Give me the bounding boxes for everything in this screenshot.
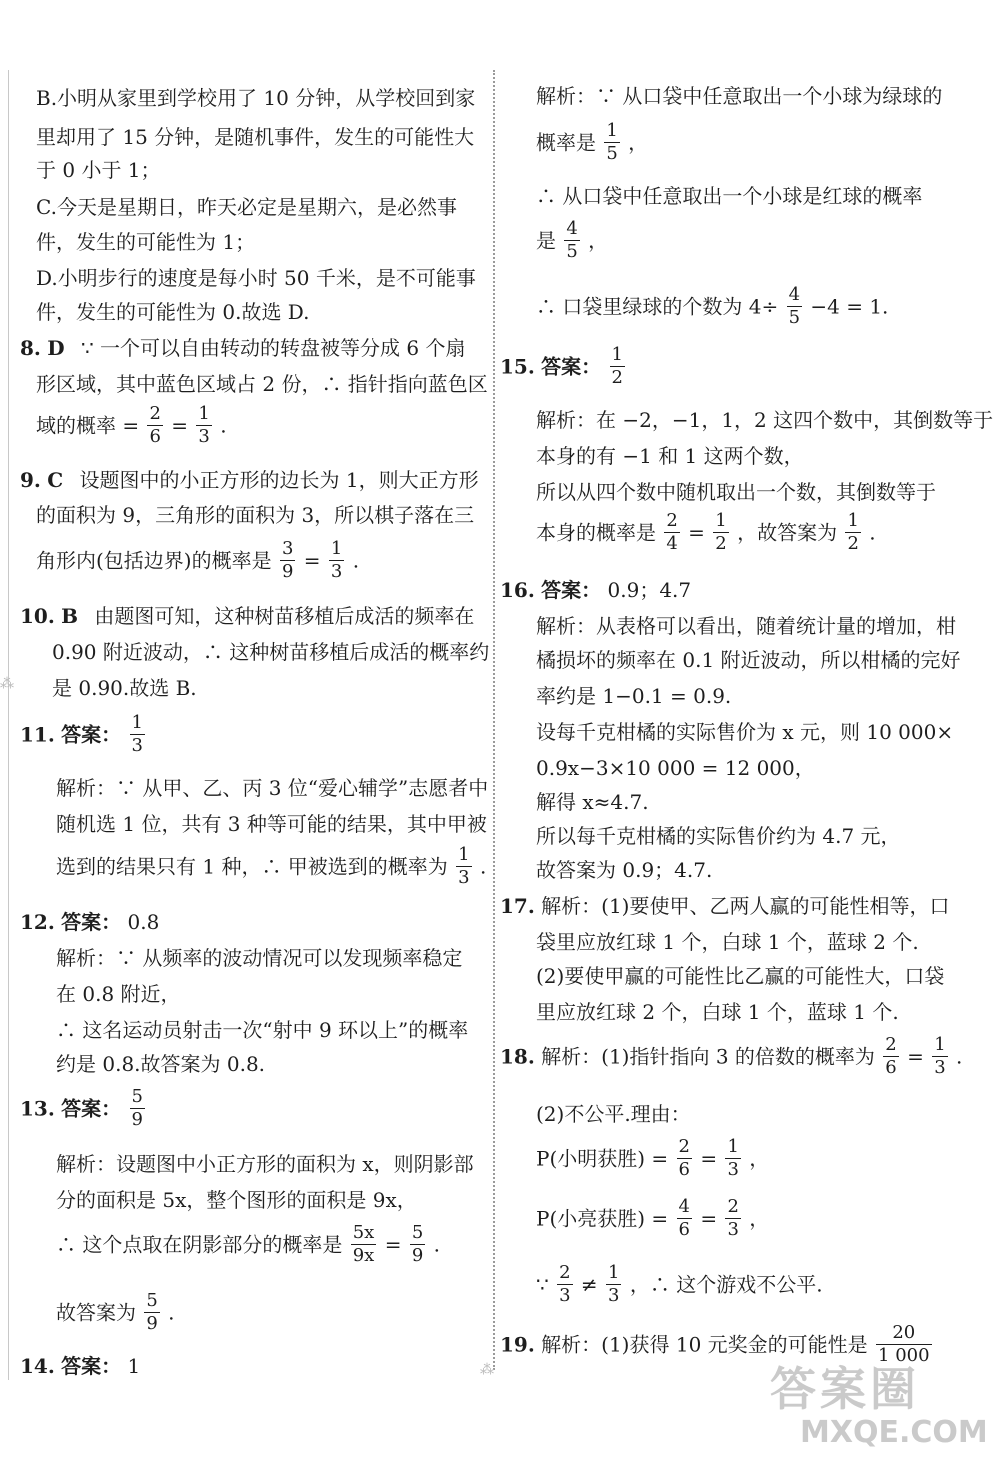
numerator: 1 [934, 1034, 946, 1055]
fraction [564, 220, 579, 261]
text: 解析：(1)获得 10 元奖金的可能性是 [541, 1332, 868, 1357]
numerator: 4 [788, 284, 801, 305]
text-line: 解析：设题图中小正方形的面积为 x，则阴影部 [56, 1152, 474, 1176]
punctuation: ， [588, 228, 609, 253]
text: 概率是 [536, 130, 596, 155]
denominator: 3 [330, 561, 343, 582]
question-9 [20, 470, 479, 490]
fraction [144, 1292, 159, 1333]
binding-mark: ⁂ [480, 1362, 494, 1378]
answer-label: 答案： [61, 1354, 122, 1378]
text: 本身的概率是 [536, 520, 656, 545]
fraction [351, 1224, 377, 1265]
numerator: 1 [198, 403, 210, 424]
text-line: 0.90 附近波动，∴ 这种树苗移植后成活的概率约 [52, 640, 490, 664]
numerator: 5 [131, 1086, 143, 1107]
text: ∵ 一个可以自由转动的转盘被等分成 6 个扇 [80, 336, 466, 360]
math-line [536, 1198, 769, 1239]
punctuation: . [956, 1044, 963, 1069]
numerator: 1 [715, 510, 727, 531]
question-number: 10. [20, 604, 55, 628]
punctuation: . [479, 854, 487, 879]
denominator: 6 [678, 1159, 690, 1180]
numerator: 2 [678, 1136, 690, 1157]
equals: = [700, 1206, 718, 1231]
fraction [329, 540, 344, 581]
punctuation: . [220, 413, 227, 438]
numerator: 20 [876, 1324, 932, 1345]
denominator: 6 [885, 1057, 897, 1078]
column-divider [493, 70, 495, 1370]
text-line: ∴ 从口袋中任意取出一个小球是红球的概率 [536, 184, 923, 208]
math-line [536, 220, 608, 261]
math-line [56, 1224, 440, 1265]
question-12 [20, 912, 159, 932]
numerator: 1 [611, 344, 623, 365]
numerator: 4 [566, 218, 578, 239]
question-15 [500, 346, 627, 387]
question-number: 16. [500, 578, 535, 602]
text-line: 袋里应放红球 1 个，白球 1 个，蓝球 2 个. [536, 930, 919, 954]
text: 选到的结果只有 1 种，∴ 甲被选到的概率为 [56, 854, 448, 879]
punctuation: ， [628, 130, 649, 155]
denominator: 6 [149, 426, 161, 447]
fraction [787, 286, 802, 327]
text-line: 解析：在 −2，−1，1，2 这四个数中，其倒数等于 [536, 408, 994, 432]
answer-choice: C [47, 468, 64, 492]
math-line [56, 846, 486, 887]
question-number: 17. [500, 894, 535, 918]
not-equal: ≠ [580, 1272, 598, 1297]
math-line [36, 540, 359, 581]
text-line: 约是 0.8.故答案为 0.8. [56, 1052, 266, 1076]
math-line [536, 122, 648, 163]
punctuation: . [869, 520, 876, 545]
denominator: 9 [411, 1245, 424, 1266]
answer-label: 答案： [61, 722, 122, 747]
math-line [536, 286, 888, 327]
answer-label: 答案： [61, 1096, 122, 1121]
denominator: 1 000 [878, 1345, 930, 1366]
text-line: (2)要使甲赢的可能性比乙赢的可能性大，口袋 [536, 964, 945, 988]
text: 解析：(1)要使甲、乙两人赢的可能性相等，口 [541, 894, 950, 918]
text: ∴ 这个点取在阴影部分的概率是 [56, 1232, 343, 1257]
numerator: 2 [559, 1262, 571, 1283]
numerator: 1 [847, 510, 859, 531]
text: ∵ [536, 1272, 549, 1297]
fraction [456, 846, 471, 887]
text-line: 设每千克柑橘的实际售价为 x 元，则 10 000× [536, 720, 954, 744]
watermark-url: MXQE.COM [800, 1415, 988, 1450]
denominator: 9 [146, 1313, 158, 1334]
text-line: (2)不公平.理由： [536, 1102, 691, 1126]
denominator: 3 [727, 1219, 739, 1240]
text: 是 [536, 228, 556, 253]
text: 域的概率 = [36, 413, 140, 438]
text-line: 形区域，其中蓝色区域占 2 份，∴ 指针指向蓝色区 [36, 372, 488, 396]
denominator: 3 [559, 1285, 571, 1306]
text-line: 所以从四个数中随机取出一个数，其倒数等于 [536, 480, 936, 504]
fraction [410, 1224, 425, 1265]
text-line: 本身的有 −1 和 1 这两个数， [536, 444, 804, 468]
question-number: 15. [500, 354, 535, 379]
question-18 [500, 1036, 962, 1077]
text: ，故答案为 [737, 520, 838, 545]
text-line: 随机选 1 位，共有 3 种等可能的结果，其中甲被 [56, 812, 487, 836]
denominator: 3 [934, 1057, 946, 1078]
text: 故答案为 [56, 1300, 136, 1325]
fraction [130, 714, 145, 755]
numerator: 2 [727, 1196, 739, 1217]
text-line: 解析：从表格可以看出，随着统计量的增加，柑 [536, 614, 956, 638]
answer-value: 0.8 [127, 910, 160, 934]
denominator: 3 [198, 426, 210, 447]
numerator: 1 [727, 1136, 739, 1157]
numerator: 1 [131, 712, 143, 733]
fraction [196, 405, 211, 446]
text-line: 解析：∵ 从频率的波动情况可以发现频率稳定 [56, 946, 463, 970]
watermark-text: 答案圈 [770, 1362, 920, 1416]
text-line: 分的面积是 5x，整个图形的面积是 9x， [56, 1188, 417, 1212]
punctuation: . [352, 548, 360, 573]
fraction [677, 1198, 692, 1239]
text-line: 在 0.8 附近， [56, 982, 181, 1006]
question-11 [20, 714, 147, 755]
text: 由题图可知，这种树苗移植后成活的频率在 [94, 604, 475, 628]
fraction [725, 1198, 740, 1239]
denominator: 5 [566, 241, 578, 262]
question-17 [500, 896, 950, 916]
text: P(小明获胜) = [536, 1146, 669, 1171]
left-margin-line [8, 70, 9, 1380]
text-line: 的面积为 9，三角形的面积为 3，所以棋子落在三 [36, 503, 475, 527]
numerator: 1 [330, 538, 343, 559]
fraction [883, 1036, 898, 1077]
denominator: 6 [678, 1219, 690, 1240]
numerator: 2 [149, 403, 161, 424]
answer-choice: B [61, 604, 79, 628]
question-10 [20, 606, 474, 626]
text: 角形内(包括边界)的概率是 [36, 548, 272, 573]
text-line: 件，发生的可能性为 0.故选 D. [36, 300, 310, 324]
text-line: 解析：∵ 从甲、乙、丙 3 位“爱心辅学”志愿者中 [56, 776, 489, 800]
math-line [56, 1292, 175, 1333]
numerator: 3 [281, 538, 294, 559]
denominator: 4 [666, 533, 678, 554]
text-line: D.小明步行的速度是每小时 50 千米，是不可能事 [36, 266, 476, 290]
question-14 [20, 1356, 140, 1376]
denominator: 9 [281, 561, 294, 582]
answer-value: 1 [127, 1354, 141, 1378]
numerator: 1 [606, 120, 618, 141]
punctuation: . [168, 1300, 175, 1325]
fraction [606, 1264, 621, 1305]
equals: = [171, 413, 189, 438]
numerator: 2 [666, 510, 678, 531]
text-line: 率约是 1−0.1 = 0.9. [536, 684, 732, 708]
text-line: 故答案为 0.9；4.7. [536, 858, 713, 882]
question-number: 14. [20, 1354, 55, 1378]
math-line [36, 405, 227, 446]
numerator: 4 [678, 1196, 690, 1217]
text-line: C.今天是星期日，昨天必定是星期六，是必然事 [36, 195, 457, 219]
fraction [610, 346, 625, 387]
denominator: 2 [611, 367, 623, 388]
fraction [677, 1138, 692, 1179]
text: P(小亮获胜) = [536, 1206, 669, 1231]
text-line: 解析：∵ 从口袋中任意取出一个小球为绿球的 [536, 84, 943, 108]
denominator: 2 [847, 533, 859, 554]
answer-label: 答案： [541, 578, 602, 602]
answer-label: 答案： [541, 354, 602, 379]
equals: = [303, 548, 321, 573]
text: ∴ 口袋里绿球的个数为 4÷ [536, 294, 779, 319]
denominator: 9 [131, 1109, 143, 1130]
text: ，∴ 这个游戏不公平. [629, 1272, 823, 1297]
text-line: B.小明从家里到学校用了 10 分钟，从学校回到家 [36, 86, 476, 110]
numerator: 1 [458, 844, 470, 865]
text-line: 是 0.90.故选 B. [52, 676, 197, 700]
text-line: 件，发生的可能性为 1； [36, 230, 256, 254]
fraction [604, 122, 619, 163]
equals: = [384, 1232, 402, 1257]
question-number: 13. [20, 1096, 55, 1121]
answer-value: 0.9；4.7 [607, 578, 692, 602]
denominator: 3 [608, 1285, 620, 1306]
question-16 [500, 580, 691, 600]
text: 设题图中的小正方形的边长为 1，则大正方形 [79, 468, 479, 492]
equals: = [700, 1146, 718, 1171]
math-line [536, 512, 876, 553]
fraction [147, 405, 162, 446]
numerator: 5 [411, 1222, 424, 1243]
fraction [130, 1088, 145, 1129]
numerator: 1 [608, 1262, 620, 1283]
question-8 [20, 338, 465, 358]
math-line [536, 1138, 769, 1179]
question-number: 11. [20, 722, 55, 747]
answer-label: 答案： [61, 910, 122, 934]
denominator: 9x [352, 1245, 375, 1266]
punctuation: ， [749, 1206, 770, 1231]
text-line: ∴ 这名运动员射击一次“射中 9 环以上”的概率 [56, 1018, 469, 1042]
denominator: 3 [458, 867, 470, 888]
question-number: 18. [500, 1044, 535, 1069]
punctuation: . [433, 1232, 440, 1257]
text: −4 = 1. [810, 294, 889, 319]
numerator: 5 [146, 1290, 158, 1311]
numerator: 5x [352, 1222, 375, 1243]
watermark-logo [760, 1353, 990, 1463]
denominator: 3 [727, 1159, 739, 1180]
fraction [845, 512, 860, 553]
question-number: 8. [20, 336, 41, 360]
numerator: 2 [885, 1034, 897, 1055]
question-13 [20, 1088, 147, 1129]
denominator: 5 [606, 143, 618, 164]
equals: = [688, 520, 705, 545]
equals: = [907, 1044, 924, 1069]
math-line [536, 1264, 823, 1305]
text-line: 所以每千克柑橘的实际售价约为 4.7 元， [536, 824, 901, 848]
fraction [664, 512, 679, 553]
text: 解析：(1)指针指向 3 的倍数的概率为 [541, 1044, 875, 1069]
question-number: 12. [20, 910, 55, 934]
text-line: 橘损坏的频率在 0.1 附近波动，所以柑橘的完好 [536, 648, 961, 672]
punctuation: ， [749, 1146, 770, 1171]
question-number: 9. [20, 468, 41, 492]
text-line: 于 0 小于 1； [36, 158, 161, 182]
denominator: 3 [131, 735, 143, 756]
question-number: 19. [500, 1332, 535, 1357]
fraction [557, 1264, 572, 1305]
fraction [932, 1036, 947, 1077]
text-line: 里却用了 15 分钟，是随机事件，发生的可能性大 [36, 125, 475, 149]
text-line: 0.9x−3×10 000 = 12 000， [536, 756, 815, 780]
fraction [713, 512, 728, 553]
denominator: 5 [788, 307, 801, 328]
binding-mark: ⁂ [0, 676, 14, 692]
answer-choice: D [47, 336, 65, 360]
text-line: 里应放红球 2 个，白球 1 个，蓝球 1 个. [536, 1000, 899, 1024]
denominator: 2 [715, 533, 727, 554]
text-line: 解得 x≈4.7. [536, 790, 649, 814]
fraction [280, 540, 295, 581]
fraction [725, 1138, 740, 1179]
